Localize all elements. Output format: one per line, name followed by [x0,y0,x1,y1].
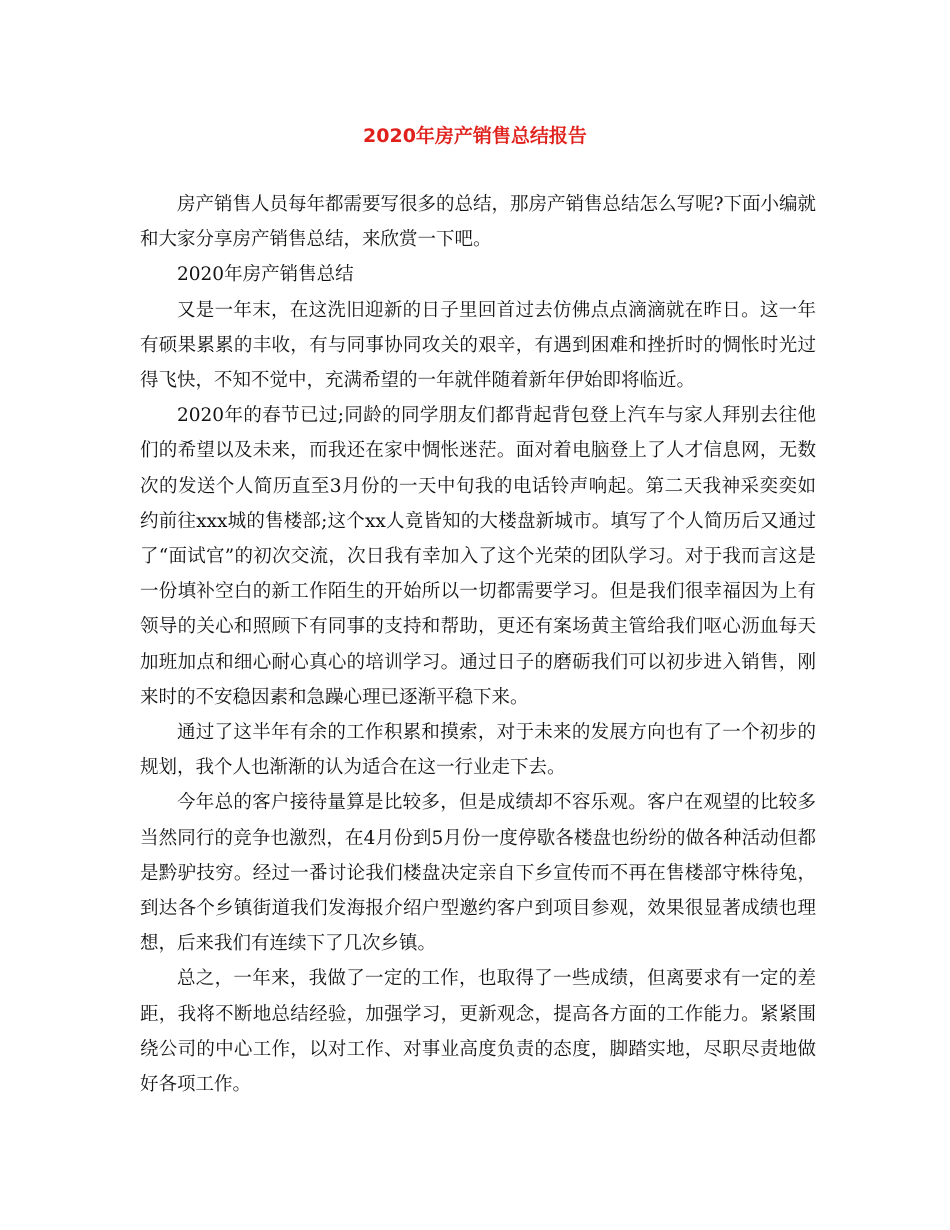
paragraph: 2020年的春节已过;同龄的同学朋友们都背起背包登上汽车与家人拜别去往他们的希望以及未来，而我还在家中惆怅迷茫。面对着电脑登上了人才信息网，无数次的发送个人简历直至3月份的一天中旬我的电话铃声响起。第二天我神采奕奕如约前往xxx城的售楼部;这个xx人竟皆知的大楼盘新城市。填写了个人简历后又通过了“面试官”的初次交流，次日我有幸加入了这个光荣的团队学习。对于我而言这是一份填补空白的新工作陌生的开始所以一切都需要学习。但是我们很幸福因为上有领导的关心和照顾下有同事的支持和帮助，更还有案场黄主管给我们呕心沥血每天加班加点和细心耐心真心的培训学习。通过日子的磨砺我们可以初步进入销售，刚来时的不安稳因素和急躁心理已逐渐平稳下来。 [140,405,816,708]
paragraph-subheading: 2020年房产销售总结 [177,264,354,286]
paragraph-conclusion: 总之，一年来，我做了一定的工作，也取得了一些成绩，但离要求有一定的差距，我将不断地总结经验，加强学习，更新观念，提高各方面的工作能力。紧紧围绕公司的中心工作，以对工作、对事业高度负责的态度，脚踏实地，尽职尽责地做好各项工作。 [140,968,816,1096]
document-body [140,187,816,1102]
paragraph: 又是一年末，在这洗旧迎新的日子里回首过去仿佛点点滴滴就在昨日。这一年有硕果累累的丰收，有与同事协同攻关的艰辛，有遇到困难和挫折时的惆怅时光过得飞快，不知不觉中，充满希望的一年就伴随着新年伊始即将临近。 [140,299,816,392]
paragraph-intro: 房产销售人员每年都需要写很多的总结，那房产销售总结怎么写呢?下面小编就和大家分享房产销售总结，来欣赏一下吧。 [140,194,816,251]
paragraph: 通过了这半年有余的工作积累和摸索，对于未来的发展方向也有了一个初步的规划，我个人也渐渐的认为适合在这一行业走下去。 [140,722,816,779]
paragraph: 今年总的客户接待量算是比较多，但是成绩却不容乐观。客户在观望的比较多当然同行的竞争也激烈，在4月份到5月份一度停歇各楼盘也纷纷的做各种活动但都是黔驴技穷。经过一番讨论我们楼盘决定亲自下乡宣传而不再在售楼部守株待兔，到达各个乡镇街道我们发海报介绍户型邀约客户到项目参观，效果很显著成绩也理想，后来我们有连续下了几次乡镇。 [140,792,816,955]
document-title: 2020年房产销售总结报告 [363,125,587,147]
